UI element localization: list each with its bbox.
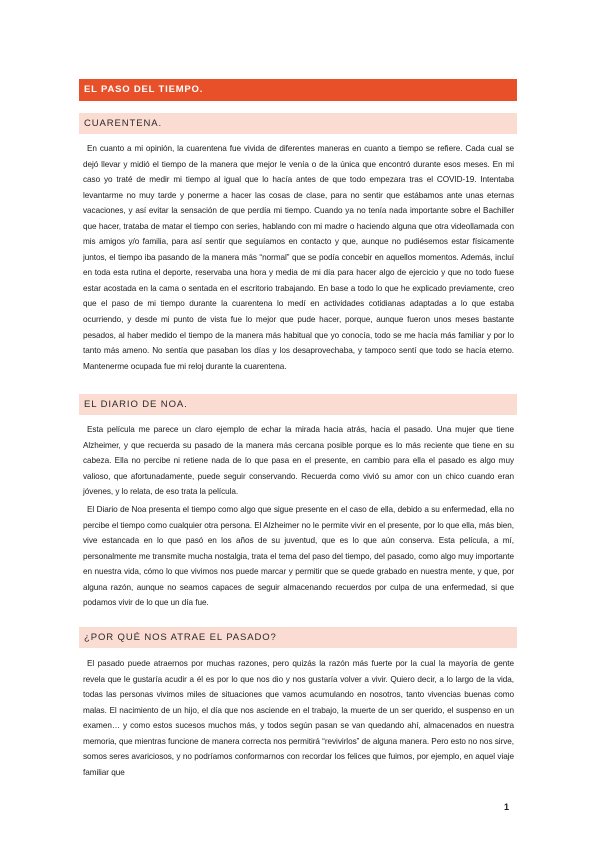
page-number: 1	[504, 802, 510, 812]
paragraph-cuarentena: En cuanto a mi opinión, la cuarentena fue vivida de diferentes maneras en cuanto a tiempo se refiere. Cada cual se dejó llevar y midió el tiempo de la manera que mejor le venía o de la única que encontró durante esos meses. En mi caso yo traté de medir mi tiempo al igual que lo hacía antes de que todo empezara tras el COVID-19. Intentaba levantarme no muy tarde y ponerme a hacer las cosas de clase, para no sentir que estábamos ante unas eternas vacaciones, y así evitar la sensación de que perdía mi tiempo. Cuando ya no tenía nada importante sobre el Bachiller que hacer, trataba de matar el tiempo con series, hablando con mi madre o haciendo alguna que otra videollamada con mis amigos y/o familia, para así sentir que seguíamos en contacto y que, aunque no pudiésemos estar físicamente juntos, el tiempo iba pasando de la manera más “normal” que se podía concebir en aquellos momentos. Además, incluí en toda esta rutina el deporte, reservaba una hora y media de mi día para hacer algo de ejercicio y que no todo fuese estar acostada en la cama o sentada en el escritorio trabajando. En base a todo lo que he explicado previamente, creo que el paso de mi tiempo durante la cuarentena lo medí en actividades cotidianas adaptadas a lo que estaba ocurriendo, y desde mi punto de vista fue lo mejor que pude hacer, porque, aunque fueron unos meses bastante pesados, al haber medido el tiempo de la manera más habitual que yo conocía, todo se me hacía más familiar y por lo tanto más ameno. No sentía que pasaban los días y los desaprovechaba, y tampoco sentí que todo se hacía eterno. Mantenerme ocupada fue mi reloj durante la cuarentena.	[83, 144, 514, 371]
section-heading-atrae-pasado: ¿POR QUÉ NOS ATRAE EL PASADO?	[79, 627, 517, 648]
paragraph-diario-de-noa-1: Esta película me parece un claro ejemplo de echar la mirada hacia atrás, hacia el pasado. Una mujer que tiene Alzheimer, y que recuerda su pasado de la manera más cercana posible porque es lo más reciente que tiene en su cabeza. Ella no percibe ni retiene nada de lo que pasa en el presente, en cambio para ella el pasado es algo muy valioso, que afortunadamente, puede seguir conservando. Recuerda como vivió su amor con un chico cuando eran jóvenes, y lo relata, de eso trata la película.	[83, 425, 514, 497]
section-heading-diario-de-noa: EL DIARIO DE NOA.	[79, 394, 517, 415]
document-title: EL PASO DEL TIEMPO.	[79, 79, 517, 101]
section-heading-cuarentena: CUARENTENA.	[79, 113, 517, 134]
paragraph-atrae-pasado: El pasado puede atraernos por muchas razones, pero quizás la razón más fuerte por la cual la mayoría de gente revela que le gustaría acudir a él es por lo que nos dio y nos gustaría volver a vivir. Quiero decir, a lo largo de la vida, todas las personas vivimos miles de situaciones que vamos acumulando en nosotros, tanto vivencias buenas como malas. El nacimiento de un hijo, el día que nos asciende en el trabajo, la muerte de un ser querido, el suspenso en un examen… y como estos sucesos muchos más, y todos según pasan se van quedando ahí, almacenados en nuestra memoria, que mientras funcione de manera correcta nos permitirá “revivirlos” de alguna manera. Pero esto no nos sirve, somos seres avariciosos, y no podríamos conformarnos con recordar los felices que fuimos, por ejemplo, en aquel viaje familiar que	[83, 659, 514, 777]
paragraph-diario-de-noa-2: El Diario de Noa presenta el tiempo como algo que sigue presente en el caso de ella, debido a su enfermedad, ella no percibe el tiempo como cualquier otra persona. El Alzheimer no le permite vivir en el presente, por lo que ella, más bien, vive estancada en lo que pasó en los años de su juventud, que es lo que aún conserva. Esta película, a mí, personalmente me transmite mucha nostalgia, trata el tema del paso del tiempo, del pasado, como algo muy importante en nuestra vida, cómo lo que vivimos nos puede marcar y permitir que se quede grabado en nuestra mente, y que, por alguna razón, aunque no seamos capaces de seguir almacenando recuerdos por culpa de una enfermedad, si que podamos vivir de lo que un día fue.	[83, 505, 514, 608]
